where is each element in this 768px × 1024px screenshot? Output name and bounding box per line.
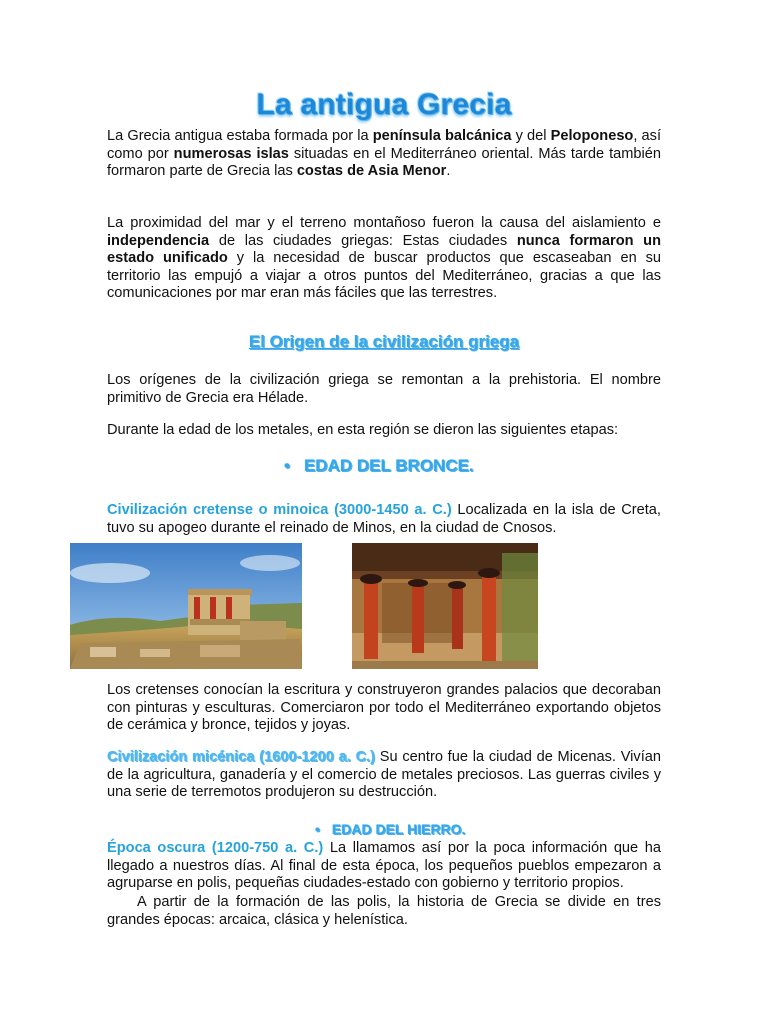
origins-paragraph: Los orígenes de la civilización griega se remontan a la prehistoria. El nombre primitivo de Grecia era Hélade. <box>107 372 661 406</box>
mycenaean-label: Civilización micénica (1600-1200 a. C.) <box>107 749 376 765</box>
iron-age-heading-text: EDAD DEL HIERRO. <box>331 821 466 837</box>
intro-bold-balkan: península balcánica <box>372 128 512 144</box>
intro-bold-asia-menor: costas de Asia Menor <box>296 163 447 179</box>
dark-age-label: Época oscura (1200-750 a. C.) <box>107 840 324 856</box>
bullet-icon: • <box>284 456 290 475</box>
dark-age-paragraph <box>107 840 661 893</box>
p2-text-2: de las ciudades griegas: Estas ciudades <box>209 232 517 249</box>
intro-text-1: La Grecia antigua estaba formada por la <box>107 128 373 144</box>
cretan-text: Localizada en la isla de Creta, tuvo su apogeo durante el reinado de Minos, en la ciudad de Cnosos. <box>107 502 661 536</box>
polis-text: A partir de la formación de las polis, la historia de Grecia se divide en tres grandes épocas: arcaica, clásica y helenística. <box>107 894 661 928</box>
bronze-age-heading-text: EDAD DEL BRONCE. <box>303 456 474 475</box>
intro-bold-islands: numerosas islas <box>173 145 289 162</box>
p2-text-3: y la necesidad de buscar productos que escaseaban en su territorio las empujó a viajar a otros puntos del Mediterráneo, gracias a que las comunicaciones por mar eran más fáciles que las terrestres. <box>107 250 662 301</box>
intro-text-5: . <box>446 163 451 179</box>
iron-age-heading <box>315 821 465 837</box>
mycenaean-text: Su centro fue la ciudad de Micenas. Vivían de la agricultura, ganadería y el comercio de metales preciosos. Las guerras civiles y una serie de terremotos produjeron su destrucción. <box>107 749 661 800</box>
metal-age-paragraph: Durante la edad de los metales, en esta región se dieron las siguientes etapas: <box>107 422 619 438</box>
intro-text-2: y del <box>511 128 551 144</box>
intro-bold-peloponeso: Peloponeso <box>550 128 634 144</box>
cretan-paragraph <box>107 502 661 537</box>
cretans-paragraph: Los cretenses conocían la escritura y construyeron grandes palacios que decoraban con pinturas y esculturas. Comerciaron por todo el Mediterráneo exportando objetos de cerámica y bronce, tejidos y joyas. <box>107 682 661 733</box>
knossos-columns-image <box>352 543 538 669</box>
p2-bold-unified: nunca formaron un estado unificado <box>107 232 661 266</box>
section-heading-origin: El Origen de la civilización griega <box>248 332 520 351</box>
polis-paragraph <box>107 894 661 929</box>
intro-paragraph <box>107 128 661 181</box>
bronze-age-heading <box>284 456 474 476</box>
mycenaean-paragraph <box>107 749 661 802</box>
knossos-columns-photo <box>352 543 538 669</box>
knossos-exterior-image <box>70 543 302 669</box>
p2-text-1: La proximidad del mar y el terreno montañoso fueron la causa del aislamiento e <box>107 215 661 231</box>
geography-paragraph <box>107 215 661 303</box>
intro-text-4: situadas en el Mediterráneo oriental. Más tarde también formaron parte de Grecia las <box>107 145 661 179</box>
p2-bold-independence: independencia <box>107 232 210 249</box>
bullet-icon: • <box>315 821 320 837</box>
cretan-label: Civilización cretense o minoica (3000-1450 a. C.) <box>107 502 452 518</box>
knossos-exterior-photo <box>70 543 302 669</box>
page-title: La antigua Grecia <box>256 88 512 121</box>
intro-text-3: , así como por <box>107 128 662 162</box>
dark-age-text: La llamamos así por la poca información que ha llegado a nuestros días. Al final de esta época, los pequeños pueblos empezaron a agruparse en polis, pequeñas ciudades-estado con gobierno y territorio propios. <box>107 840 662 891</box>
